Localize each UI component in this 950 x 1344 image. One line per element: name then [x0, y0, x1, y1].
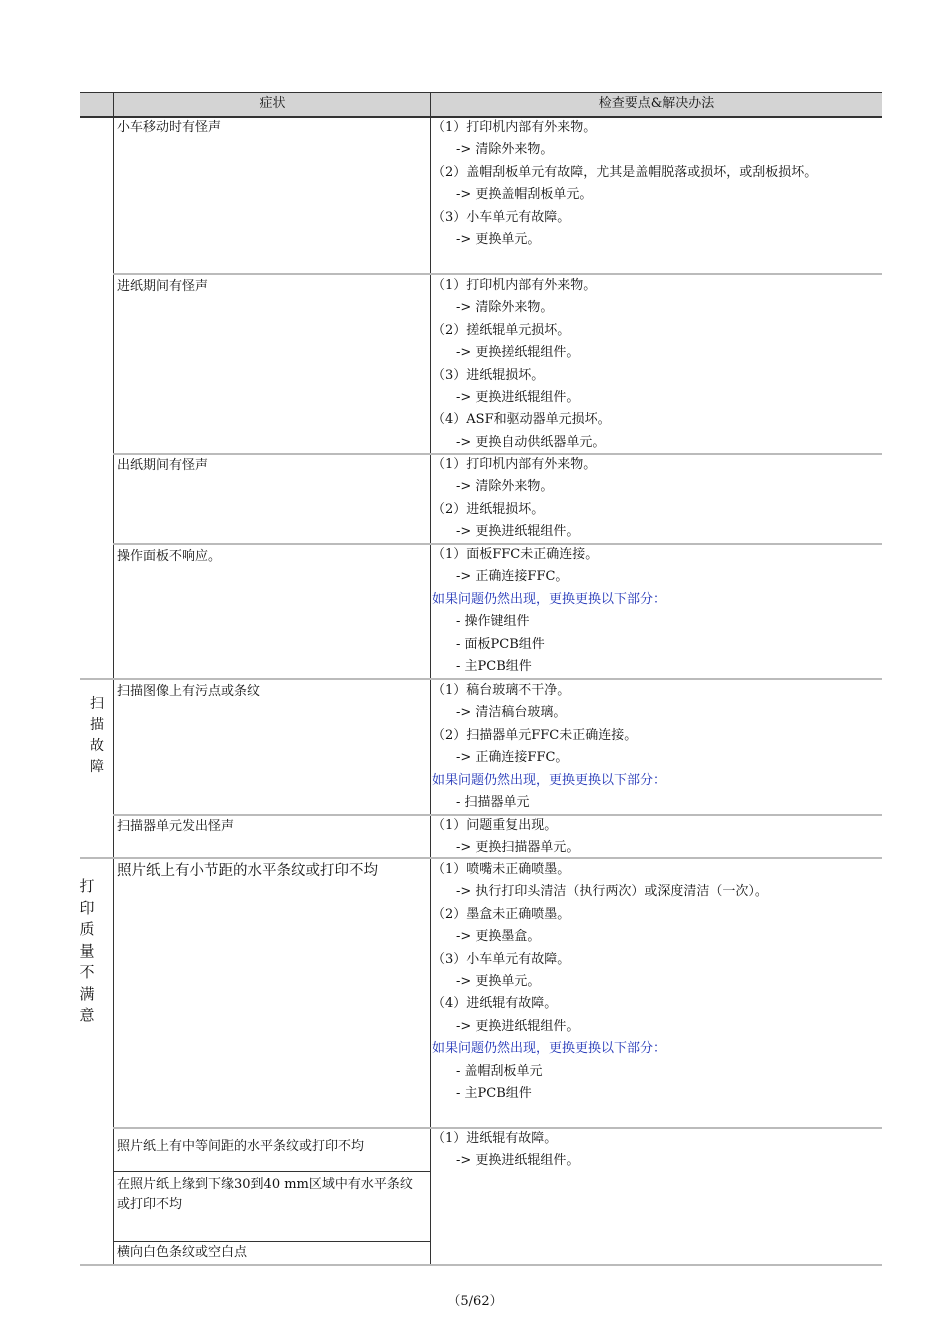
- solution-line: （3）进纸辊损坏。: [432, 367, 545, 383]
- solution-line: -> 清除外来物。: [456, 142, 554, 158]
- row-sep-8: [113, 1171, 430, 1172]
- solution-line: （1）稿台玻璃不干净。: [432, 683, 571, 698]
- symptom-edge-banding: 在照片纸上缘到下缘30到40 mm区域中有水平条纹或打印不均: [117, 1177, 413, 1212]
- symptom-scanner-noise: 扫描器单元发出怪声: [117, 819, 235, 834]
- solution-line: （4）ASF和驱动器单元损坏。: [432, 412, 611, 428]
- solution-part-item: - 主PCB组件: [456, 1085, 532, 1101]
- solution-line: （2）搓纸辊单元损坏。: [432, 322, 571, 338]
- solution-line: （1）打印机内部有外来物。: [432, 120, 597, 135]
- solution-line: -> 更换盖帽刮板单元。: [456, 187, 593, 203]
- symptom-feed-noise: 进纸期间有怪声: [117, 279, 209, 294]
- solution-line: （1）面板FFC未正确连接。: [432, 547, 599, 562]
- symptom-carriage-noise: 小车移动时有怪声: [117, 120, 222, 135]
- solution-line: -> 更换进纸辊组件。: [456, 1153, 580, 1169]
- solution-line: -> 更换搓纸辊组件。: [456, 345, 580, 361]
- solution-block-4: [432, 680, 882, 814]
- table-bottom-line: [80, 1264, 882, 1266]
- solution-part-item: - 面板PCB组件: [456, 636, 545, 652]
- solution-block-5: [432, 815, 882, 860]
- solution-line: （2）墨盒未正确喷墨。: [432, 906, 571, 922]
- solution-line: -> 更换单元。: [456, 973, 541, 989]
- solution-block-6: [432, 859, 882, 1105]
- solution-block-7: [432, 1128, 882, 1173]
- header-top-line: [80, 92, 882, 93]
- solution-line: -> 执行打印头清洁（执行两次）或深度清洁（一次）。: [456, 884, 768, 900]
- solution-line: -> 更换单元。: [456, 231, 541, 247]
- solution-block-1: [432, 275, 882, 454]
- solution-part-item: - 操作键组件: [456, 614, 530, 630]
- solution-part-item: - 盖帽刮板单元: [456, 1063, 543, 1079]
- solution-line: -> 清除外来物。: [456, 300, 554, 316]
- solution-line: -> 更换进纸辊组件。: [456, 524, 580, 540]
- symptom-eject-noise: 出纸期间有怪声: [117, 458, 209, 473]
- symptom-scan-streaks: 扫描图像上有污点或条纹: [117, 684, 261, 699]
- symptom-medium-pitch-banding: 照片纸上有中等间距的水平条纹或打印不均: [117, 1139, 365, 1154]
- solution-line: （3）小车单元有故障。: [432, 951, 571, 967]
- solution-line: （1）问题重复出现。: [432, 818, 558, 833]
- solution-block-0: [432, 117, 882, 251]
- solution-part-item: - 扫描器单元: [456, 794, 530, 810]
- solution-line: （4）进纸辊有故障。: [432, 996, 558, 1012]
- solution-line: -> 更换进纸辊组件。: [456, 389, 580, 405]
- solution-line: （1）打印机内部有外来物。: [432, 278, 597, 293]
- solution-part-item: - 主PCB组件: [456, 658, 532, 674]
- header-solution: 检查要点&解决办法: [598, 96, 715, 111]
- category-scan-fault: 扫 描 故 障: [90, 696, 104, 775]
- solution-line: -> 更换扫描器单元。: [456, 840, 580, 856]
- solution-line: -> 更换进纸辊组件。: [456, 1018, 580, 1034]
- header-symptom: 症状: [259, 96, 286, 111]
- solution-line: -> 更换自动供纸器单元。: [456, 434, 606, 450]
- solution-line: -> 正确连接FFC。: [456, 750, 569, 766]
- symptom-panel-no-response: 操作面板不响应。: [117, 549, 222, 564]
- solution-line: （1）喷嘴未正确喷墨。: [432, 862, 571, 877]
- solution-line: （2）扫描器单元FFC未正确连接。: [432, 727, 638, 743]
- symptom-small-pitch-banding: 照片纸上有小节距的水平条纹或打印不均: [117, 863, 378, 879]
- solution-line: （1）进纸辊有故障。: [432, 1131, 558, 1146]
- solution-line: -> 清除外来物。: [456, 479, 554, 495]
- page-number: （5/62）: [447, 1294, 503, 1309]
- solution-line: （2）盖帽刮板单元有故障，尤其是盖帽脱落或损坏，或刮板损坏。: [432, 164, 818, 180]
- solution-line: -> 正确连接FFC。: [456, 569, 569, 585]
- solution-note: 如果问题仍然出现，更换更换以下部分：: [432, 772, 667, 788]
- solution-note: 如果问题仍然出现，更换更换以下部分：: [432, 591, 667, 607]
- solution-line: -> 清洁稿台玻璃。: [456, 705, 567, 721]
- solution-block-2: [432, 454, 882, 544]
- solution-note: 如果问题仍然出现，更换更换以下部分：: [432, 1041, 667, 1057]
- solution-line: （1）打印机内部有外来物。: [432, 457, 597, 472]
- solution-line: （3）小车单元有故障。: [432, 209, 571, 225]
- solution-line: （2）进纸辊损坏。: [432, 501, 545, 517]
- solution-line: -> 更换墨盒。: [456, 929, 541, 945]
- symptom-white-stripes: 横向白色条纹或空白点: [117, 1245, 248, 1260]
- category-print-quality: 打 印 质 量 不 满 意: [79, 877, 95, 1024]
- row-sep-9: [113, 1241, 430, 1242]
- solution-block-3: [432, 544, 882, 678]
